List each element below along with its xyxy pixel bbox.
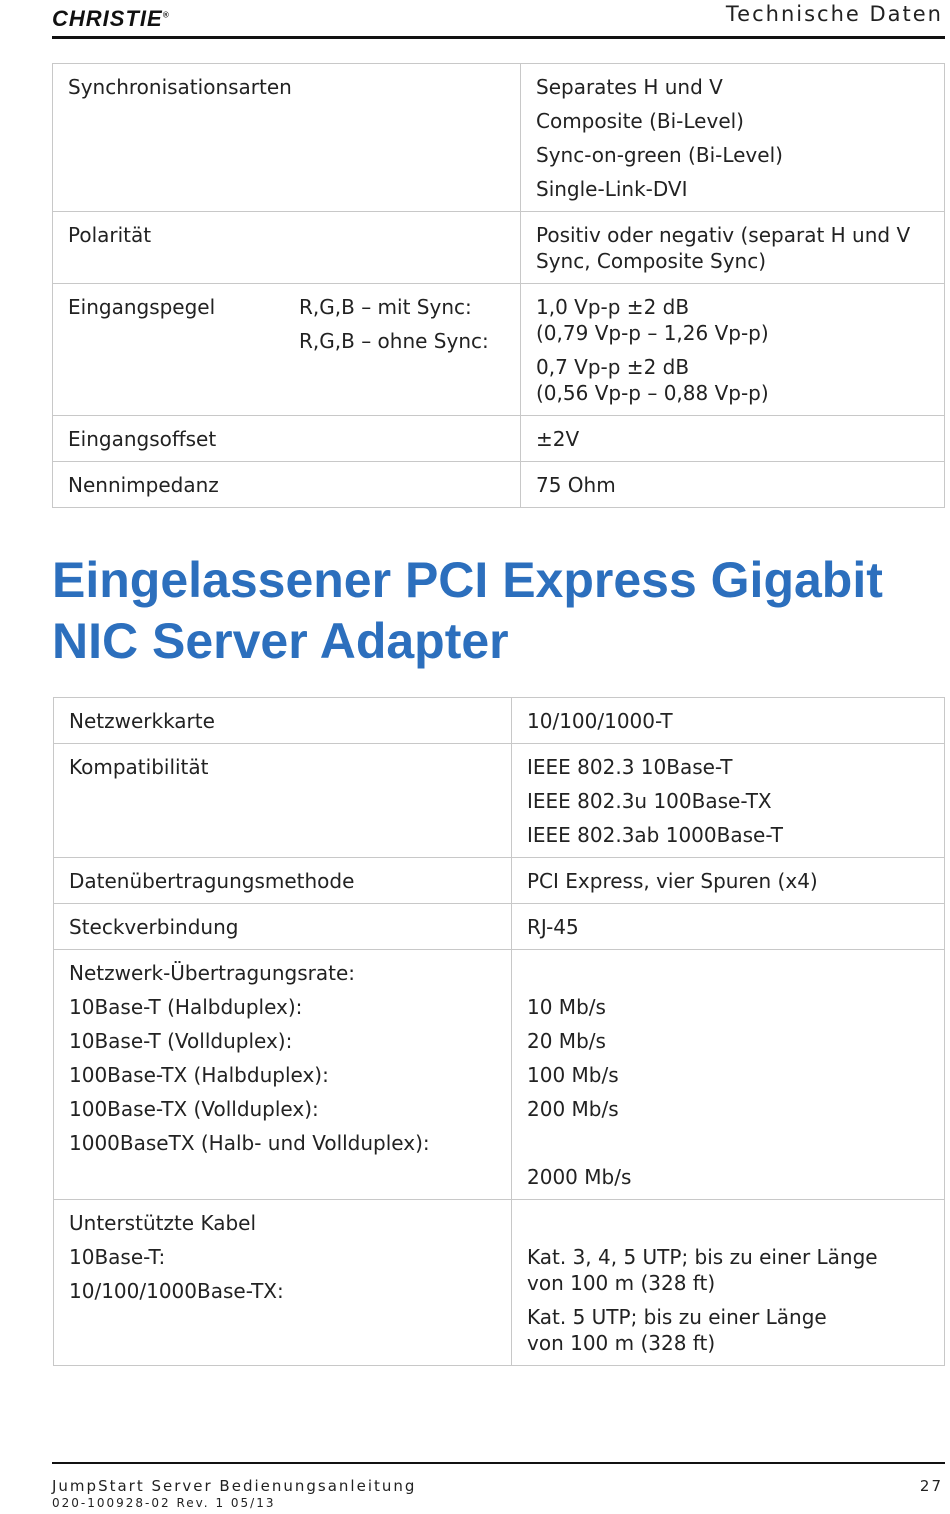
page-number: 27 — [919, 1477, 943, 1495]
table-row — [54, 904, 945, 950]
spec-value: 1,0 Vp-p ±2 dB (0,79 Vp-p – 1,26 Vp-p) 0,7 Vp-p ±2 dB (0,56 Vp-p – 0,88 Vp-p) — [521, 284, 945, 416]
table-row — [54, 698, 945, 744]
spec-value: RJ-45 — [512, 904, 945, 950]
table-row — [54, 858, 945, 904]
footer-divider — [52, 1462, 945, 1464]
footer-doc-number: 020-100928-02 Rev. 1 05/13 — [52, 1496, 276, 1510]
signal-specs-table — [52, 63, 945, 508]
spec-value: PCI Express, vier Spuren (x4) — [512, 858, 945, 904]
section-heading: Eingelassener PCI Express Gigabit NIC Server Adapter — [52, 552, 883, 669]
spec-label: Nennimpedanz — [53, 462, 521, 508]
spec-label: Polarität — [53, 212, 521, 284]
section-title: Technische Daten — [725, 2, 943, 26]
spec-label: Synchronisationsarten — [53, 64, 521, 212]
table-row — [53, 284, 945, 416]
spec-label: Datenübertragungsmethode — [54, 858, 512, 904]
nic-specs-table — [53, 697, 945, 1366]
table-row — [54, 744, 945, 858]
spec-value: ±2V — [521, 416, 945, 462]
spec-label: Steckverbindung — [54, 904, 512, 950]
spec-label: Netzwerkkarte — [54, 698, 512, 744]
page-header — [52, 0, 945, 39]
spec-value: Separates H und V Composite (Bi-Level) Sync-on-green (Bi-Level) Single-Link-DVI — [521, 64, 945, 212]
spec-value: IEEE 802.3 10Base-T IEEE 802.3u 100Base-TX IEEE 802.3ab 1000Base-T — [512, 744, 945, 858]
table-row — [53, 462, 945, 508]
table-row — [53, 212, 945, 284]
spec-value: Kat. 3, 4, 5 UTP; bis zu einer Länge von 100 m (328 ft) Kat. 5 UTP; bis zu einer Länge von 100 m (328 ft) — [512, 1200, 945, 1366]
spec-value: 10 Mb/s 20 Mb/s 100 Mb/s 200 Mb/s 2000 Mb/s — [512, 950, 945, 1200]
christie-logo: CHRISTIE® — [52, 6, 170, 31]
spec-label: Unterstützte Kabel 10Base-T: 10/100/1000Base-TX: — [54, 1200, 512, 1366]
table-row — [54, 1200, 945, 1366]
spec-label: Eingangspegel R,G,B – mit Sync: R,G,B – ohne Sync: — [53, 284, 521, 416]
spec-label: Eingangsoffset — [53, 416, 521, 462]
footer-title: JumpStart Server Bedienungsanleitung — [52, 1477, 417, 1495]
table-row — [53, 416, 945, 462]
table-row — [53, 64, 945, 212]
spec-label: Kompatibilität — [54, 744, 512, 858]
spec-label: Netzwerk-Übertragungsrate: 10Base-T (Halbduplex): 10Base-T (Vollduplex): 100Base-TX (Halbduplex): 100Base-TX (Vollduplex): 1000BaseTX (Halb- und Vollduplex): — [54, 950, 512, 1200]
table-row — [54, 950, 945, 1200]
spec-value: 10/100/1000-T — [512, 698, 945, 744]
spec-value: 75 Ohm — [521, 462, 945, 508]
spec-value: Positiv oder negativ (separat H und V Sync, Composite Sync) — [521, 212, 945, 284]
